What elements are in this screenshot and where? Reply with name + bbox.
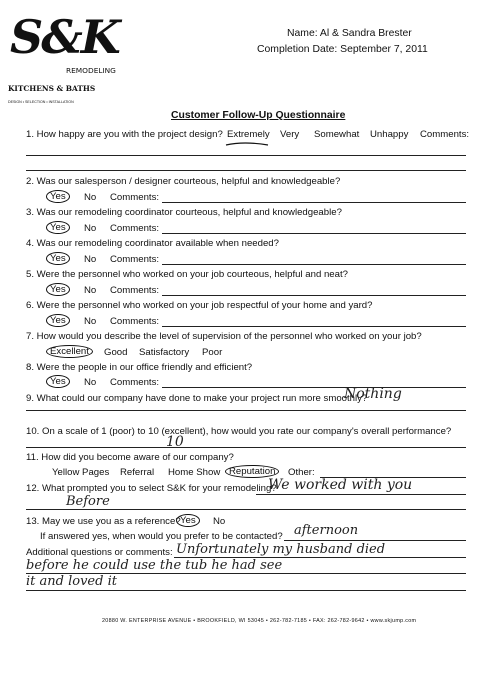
q5-comments-label: Comments: xyxy=(110,285,160,296)
q12-line-1 xyxy=(256,494,466,495)
q5-line xyxy=(162,295,466,296)
question-8: 8. Were the people in our office friendly and efficient? xyxy=(26,362,253,373)
q3-comments-label: Comments: xyxy=(110,223,160,234)
customer-name: Name: Al & Sandra Brester xyxy=(287,28,412,39)
q13-yes-circled: Yes xyxy=(176,514,200,527)
question-3: 3. Was our remodeling coordinator courteous, helpful and knowledgeable? xyxy=(26,207,342,218)
logo-remodeling: REMODELING xyxy=(66,66,116,75)
q12-handwritten-answer-2: Before xyxy=(66,494,110,509)
q13-handwritten-contact: afternoon xyxy=(294,523,359,538)
q12-line-2 xyxy=(26,509,466,510)
q12-handwritten-answer-1: We worked with you xyxy=(268,477,413,493)
q5-no: No xyxy=(84,285,97,296)
q1-option-unhappy: Unhappy xyxy=(370,129,409,140)
q7-option-poor: Poor xyxy=(202,347,223,358)
logo-mark: S&K xyxy=(10,10,119,64)
q2-line xyxy=(162,202,466,203)
company-logo xyxy=(8,10,118,120)
additional-comments-label: Additional questions or comments: xyxy=(26,547,173,558)
q2-no: No xyxy=(84,192,97,203)
question-7: 7. How would you describe the level of supervision of the personnel who worked on your job? xyxy=(26,331,422,342)
q6-yes-circled: Yes xyxy=(46,314,70,327)
q6-no: No xyxy=(84,316,97,327)
completion-date: Completion Date: September 7, 2011 xyxy=(257,44,428,55)
footer-address: 20880 W. ENTERPRISE AVENUE • BROOKFIELD, WI 53045 • 262-782-7185 • FAX: 262-782-9642 • www.skjump.com xyxy=(102,618,417,624)
q11-option-reputation-circled: Reputation xyxy=(225,465,279,478)
question-10: 10. On a scale of 1 (poor) to 10 (excellent), how would you rate our company's overall performance? xyxy=(26,426,452,437)
q3-yes-circled: Yes xyxy=(46,221,70,234)
additional-handwritten-line-1: Unfortunately my husband died xyxy=(176,542,386,557)
q1-underline-mark xyxy=(224,139,274,149)
additional-line-3 xyxy=(26,590,466,591)
q9-handwritten-answer: Nothing xyxy=(344,386,402,402)
logo-tagline: DESIGN • SELECTION • INSTALLATION xyxy=(8,100,74,104)
q1-option-somewhat: Somewhat xyxy=(314,129,360,140)
question-12: 12. What prompted you to select S&K for your remodeling? xyxy=(26,483,277,494)
q13-contact-line xyxy=(284,540,466,541)
q8-no: No xyxy=(84,377,97,388)
additional-handwritten-line-2: before he could use the tub he had see xyxy=(26,558,283,573)
question-4: 4. Was our remodeling coordinator available when needed? xyxy=(26,238,279,249)
q3-no: No xyxy=(84,223,97,234)
q11-option-yellow-pages: Yellow Pages xyxy=(52,467,110,478)
q8-comments-label: Comments: xyxy=(110,377,160,388)
q4-line xyxy=(162,264,466,265)
q5-yes-circled: Yes xyxy=(46,283,70,296)
q2-comments-label: Comments: xyxy=(110,192,160,203)
q11-option-other: Other: xyxy=(288,467,315,478)
q9-line xyxy=(26,410,466,411)
questionnaire-title: Customer Follow-Up Questionnaire xyxy=(171,110,346,121)
q6-comments-label: Comments: xyxy=(110,316,160,327)
q8-line xyxy=(162,387,466,388)
q1-line-1 xyxy=(26,155,466,156)
q10-line xyxy=(26,447,466,448)
q3-line xyxy=(162,233,466,234)
question-5: 5. Were the personnel who worked on your job courteous, helpful and neat? xyxy=(26,269,348,280)
q11-option-referral: Referral xyxy=(120,467,155,478)
q13-no: No xyxy=(213,516,226,527)
q1-line-2 xyxy=(26,170,466,171)
question-1: 1. How happy are you with the project design? xyxy=(26,129,223,140)
q7-option-good: Good xyxy=(104,347,128,358)
q7-option-satisfactory: Satisfactory xyxy=(139,347,190,358)
q7-option-excellent-circled: Excellent xyxy=(46,345,93,358)
q4-yes-circled: Yes xyxy=(46,252,70,265)
question-9: 9. What could our company have done to make your project run more smoothly? xyxy=(26,393,368,404)
logo-kitchens: KITCHENS & BATHS xyxy=(8,84,96,93)
q4-no: No xyxy=(84,254,97,265)
question-13: 13. May we use you as a reference? xyxy=(26,516,181,527)
q1-option-very: Very xyxy=(280,129,300,140)
q11-option-home-show: Home Show xyxy=(168,467,221,478)
q8-yes-circled: Yes xyxy=(46,375,70,388)
additional-handwritten-line-3: it and loved it xyxy=(26,574,117,589)
question-11: 11. How did you become aware of our company? xyxy=(26,452,234,463)
question-2: 2. Was our salesperson / designer courteous, helpful and knowledgeable? xyxy=(26,176,341,187)
q13-contact-question: If answered yes, when would you prefer to be contacted? xyxy=(40,531,283,542)
q4-comments-label: Comments: xyxy=(110,254,160,265)
q6-line xyxy=(162,326,466,327)
q2-yes-circled: Yes xyxy=(46,190,70,203)
q1-option-extremely: Extremely xyxy=(227,129,270,140)
q1-comments-label: Comments: xyxy=(420,129,470,140)
question-6: 6. Were the personnel who worked on your job respectful of your home and yard? xyxy=(26,300,373,311)
q10-handwritten-answer: 10 xyxy=(166,434,184,450)
